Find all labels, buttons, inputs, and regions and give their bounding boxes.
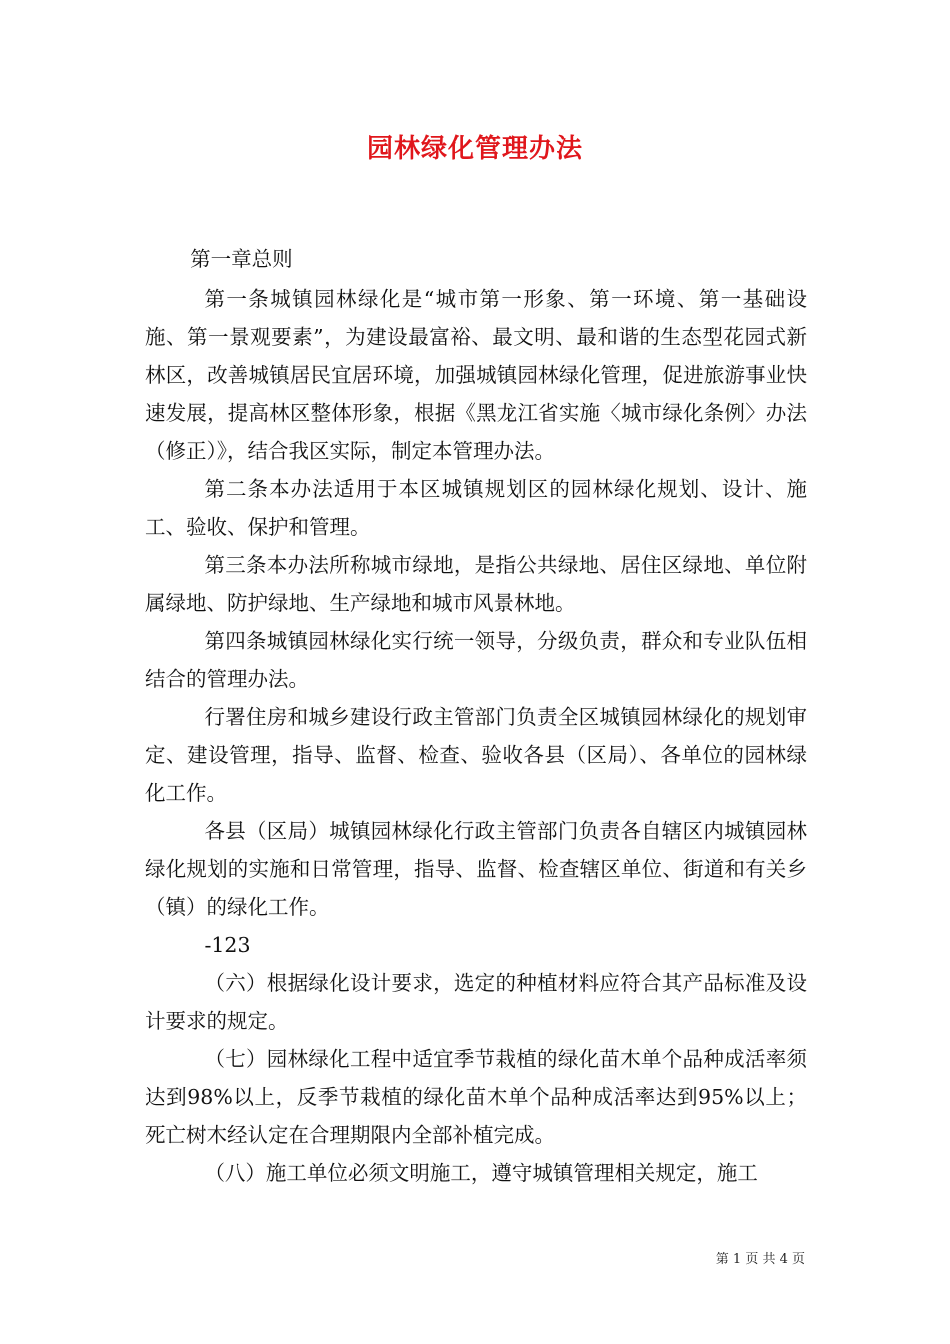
item-6-paragraph: （六）根据绿化设计要求，选定的种植材料应符合其产品标准及设计要求的规定。 (145, 971, 807, 1033)
page-title: 园林绿化管理办法 (366, 134, 583, 164)
article-1-paragraph: 第一条城镇园林绿化是“城市第一形象、第一环境、第一基础设施、第一景观要素”，为建设最富裕、最文明、最和谐的生态型花园式新林区，改善城镇居民宜居环境，加强城镇园林绿化管理，促进旅游事业快速发展，提高林区整体形象，根据《黑龙江省实施〈城市绿化条例〉办法（修正）》，结合我区实际，制定本管理办法。 (145, 287, 807, 463)
bureau-responsibility-paragraph: 行署住房和城乡建设行政主管部门负责全区城镇园林绿化的规划审定、建设管理，指导、监督、检查、验收各县（区局）、各单位的园林绿化工作。 (145, 705, 807, 805)
document-body (145, 240, 807, 1192)
county-responsibility-paragraph: 各县（区局）城镇园林绿化行政主管部门负责各自辖区内城镇园林绿化规划的实施和日常管理，指导、监督、检查辖区单位、街道和有关乡（镇）的绿化工作。 (145, 819, 807, 919)
chapter-heading: 第一章总则 (190, 247, 293, 271)
article-4-paragraph: 第四条城镇园林绿化实行统一领导，分级负责，群众和专业队伍相结合的管理办法。 (145, 629, 807, 691)
page-marker: -123 (204, 933, 251, 957)
article-2-paragraph: 第二条本办法适用于本区城镇规划区的园林绿化规划、设计、施工、验收、保护和管理。 (145, 477, 807, 539)
item-7-paragraph: （七）园林绿化工程中适宜季节栽植的绿化苗木单个品种成活率须达到98%以上，反季节栽植的绿化苗木单个品种成活率达到95%以上；死亡树木经认定在合理期限内全部补植完成。 (145, 1047, 807, 1147)
item-8-paragraph: （八）施工单位必须文明施工，遵守城镇管理相关规定，施工 (204, 1161, 758, 1185)
article-3-paragraph: 第三条本办法所称城市绿地，是指公共绿地、居住区绿地、单位附属绿地、防护绿地、生产绿地和城市风景林地。 (145, 553, 807, 615)
page-indicator: 第 1 页 共 4 页 (715, 1252, 805, 1267)
